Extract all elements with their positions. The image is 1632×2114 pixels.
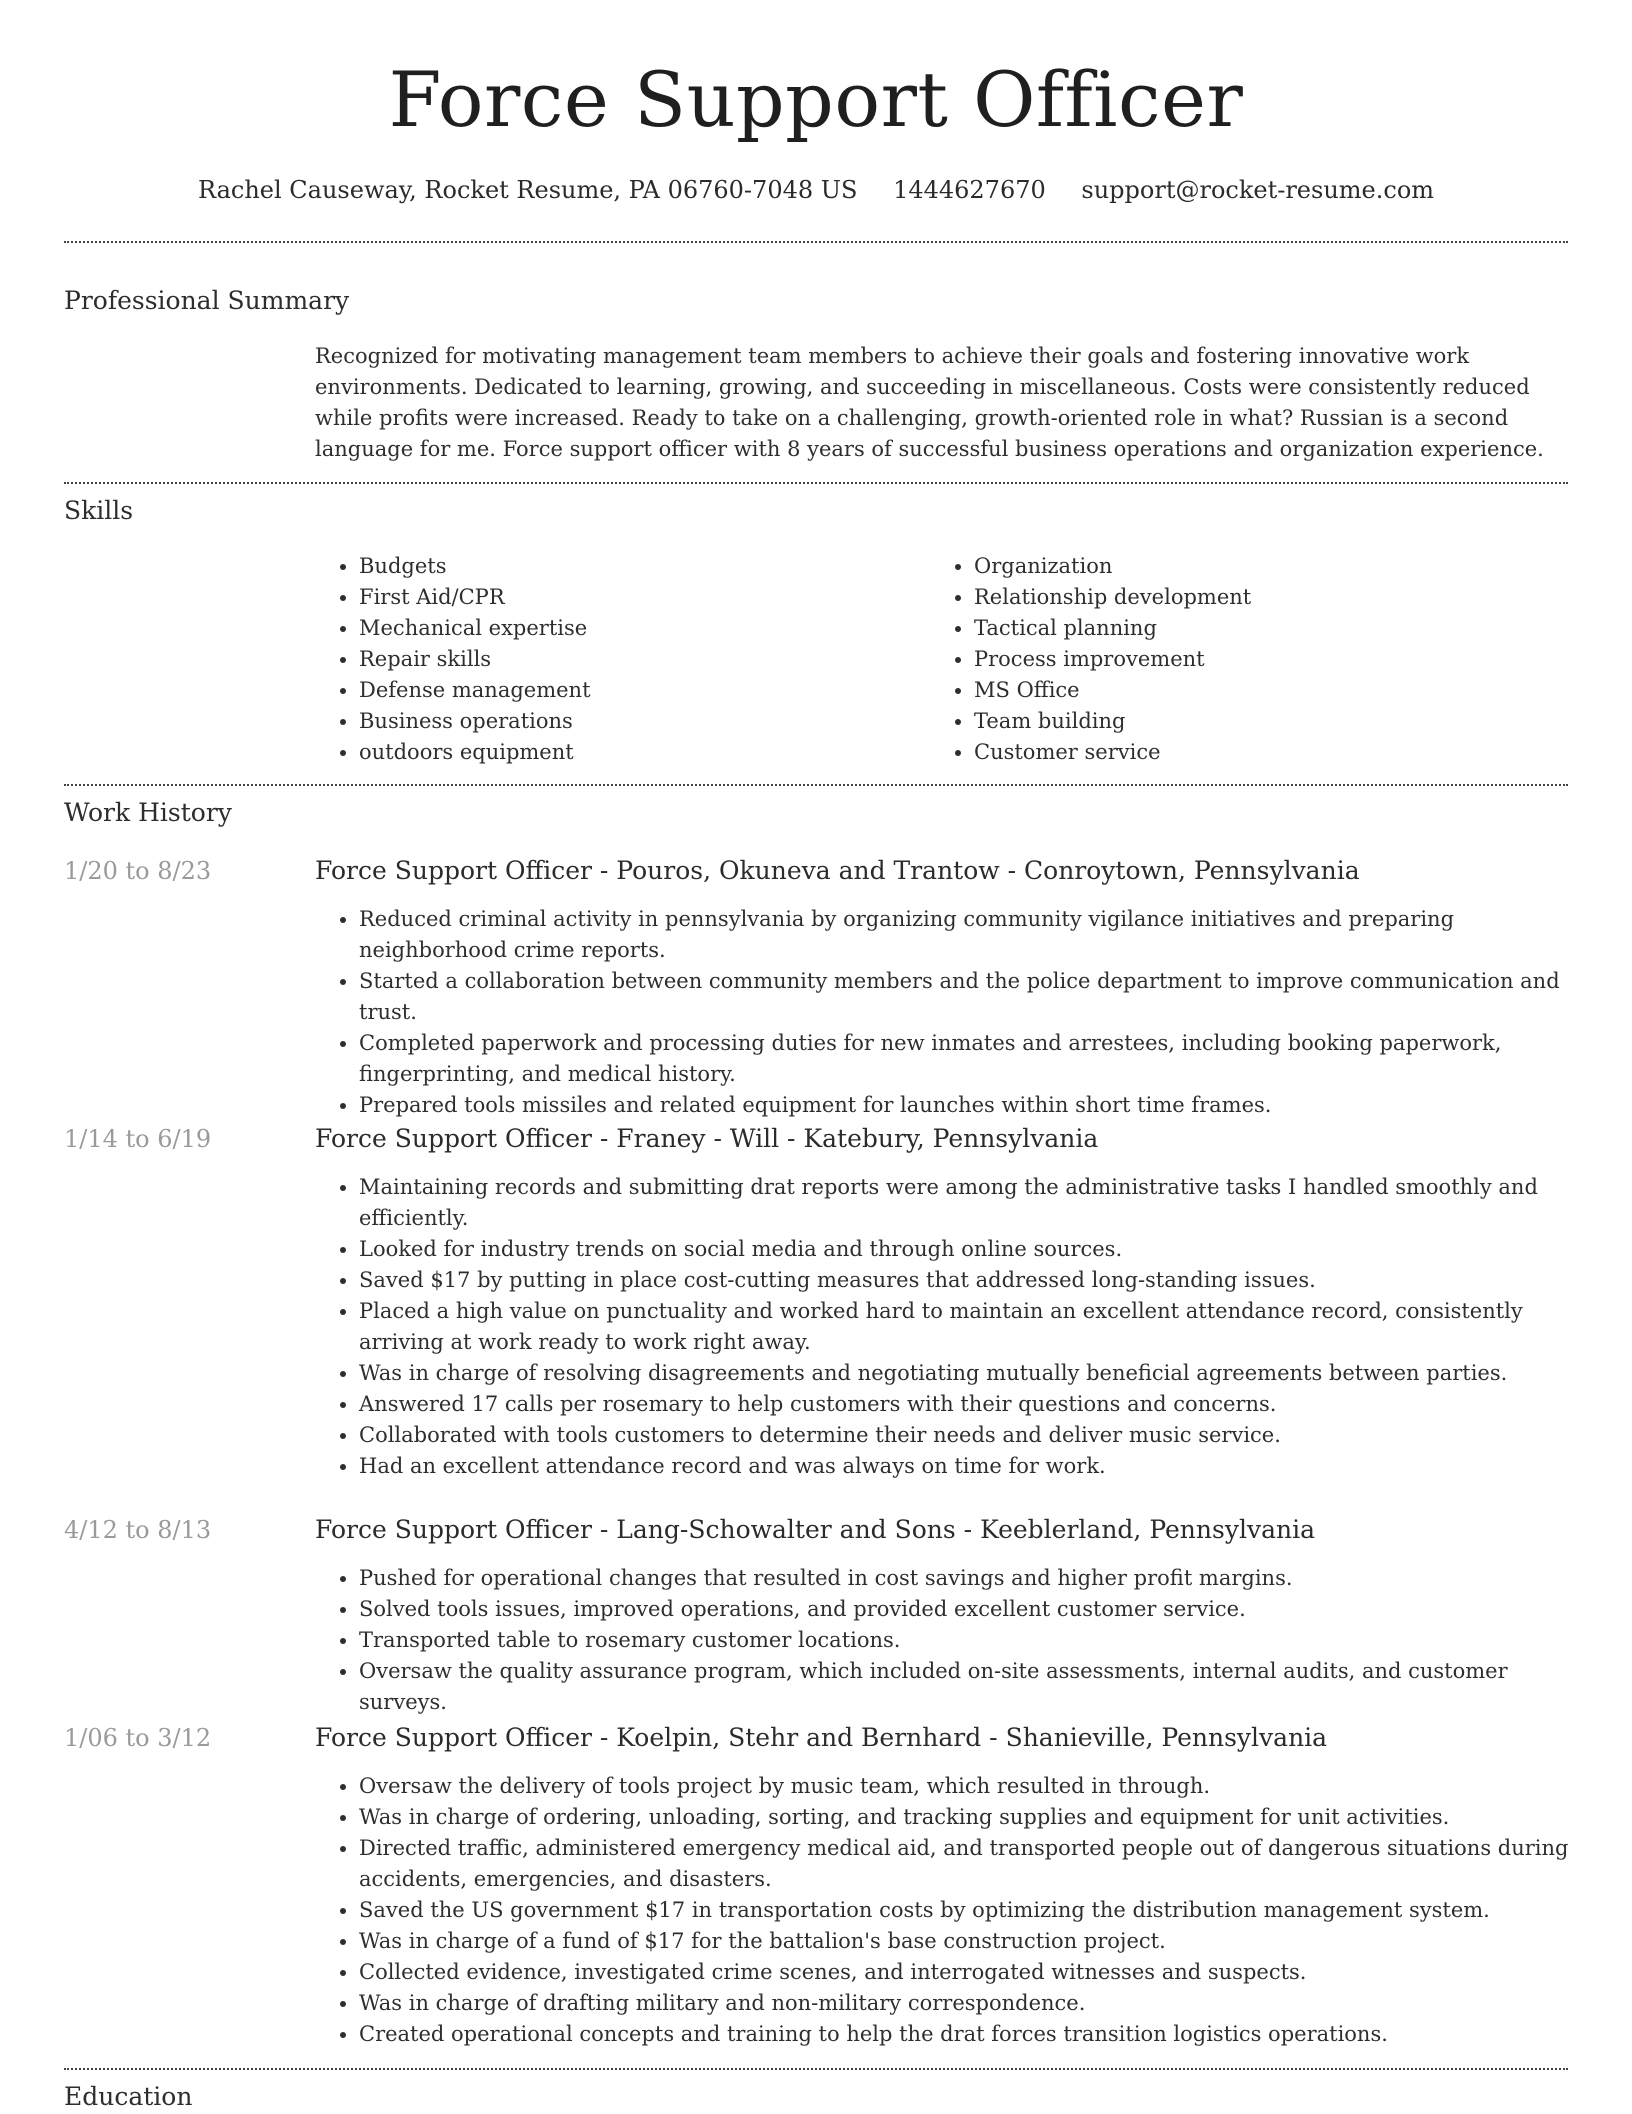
- contact-line: [0, 170, 1632, 210]
- job-title: Force Support Officer - Franey - Will - Katebury, Pennsylvania: [315, 1124, 1099, 1153]
- job-dates: 1/20 to 8/23: [64, 857, 212, 885]
- job-bullets: [315, 1771, 1580, 2050]
- skill-item: • Tactical planning: [974, 613, 1530, 644]
- skills-list-left: [315, 551, 915, 768]
- skill-item: • outdoors equipment: [359, 737, 915, 768]
- section-heading-summary: Professional Summary: [64, 286, 350, 315]
- job-bullet: • Collected evidence, investigated crime scenes, and interrogated witnesses and suspects.: [359, 1957, 1580, 1988]
- skill-item: • Budgets: [359, 551, 915, 582]
- divider: [64, 241, 1568, 243]
- job-title: Force Support Officer - Lang-Schowalter and Sons - Keeblerland, Pennsylvania: [315, 1515, 1315, 1544]
- skills-column-right: [930, 551, 1530, 768]
- job-bullet: • Saved the US government $17 in transportation costs by optimizing the distribution management system.: [359, 1895, 1580, 1926]
- skill-item: • Repair skills: [359, 644, 915, 675]
- job-bullet: • Solved tools issues, improved operations, and provided excellent customer service.: [359, 1594, 1580, 1625]
- job-bullet: • Started a collaboration between community members and the police department to improve communication and trust.: [359, 966, 1580, 1028]
- divider: [64, 2068, 1568, 2070]
- job-bullet: • Was in charge of ordering, unloading, sorting, and tracking supplies and equipment for unit activities.: [359, 1802, 1580, 1833]
- skill-item: • Defense management: [359, 675, 915, 706]
- skill-item: • Mechanical expertise: [359, 613, 915, 644]
- summary-text: Recognized for motivating management team members to achieve their goals and fostering innovative work environments. Dedicated to learning, growing, and succeeding in miscellaneous. Costs were consistently reduced while profits were increased. Ready to take on a challenging, growth-oriented role in what? Russian is a second language for me. Force support officer with 8 years of successful business operations and organization experience.: [315, 344, 1544, 461]
- job-bullet: • Maintaining records and submitting drat reports were among the administrative tasks I handled smoothly and efficiently.: [359, 1172, 1580, 1234]
- job-bullet: • Placed a high value on punctuality and worked hard to maintain an excellent attendance record, consistently arriving at work ready to work right away.: [359, 1296, 1580, 1358]
- divider: [64, 784, 1568, 786]
- skills-column-left: [315, 551, 915, 768]
- job-dates: 1/14 to 6/19: [64, 1125, 212, 1153]
- skill-item: • Organization: [974, 551, 1530, 582]
- contact-phone: 1444627670: [893, 176, 1046, 204]
- skills-list-right: [930, 551, 1530, 768]
- skill-item: • Business operations: [359, 706, 915, 737]
- job-bullet: • Was in charge of a fund of $17 for the battalion's base construction project.: [359, 1926, 1580, 1957]
- job-bullet: • Reduced criminal activity in pennsylvania by organizing community vigilance initiatives and preparing neighborhood crime reports.: [359, 904, 1580, 966]
- job-bullets: [315, 1563, 1580, 1718]
- section-heading-education: Education: [64, 2082, 193, 2111]
- skill-item: • Team building: [974, 706, 1530, 737]
- job-bullet: • Answered 17 calls per rosemary to help customers with their questions and concerns.: [359, 1389, 1580, 1420]
- job-bullet: • Oversaw the quality assurance program, which included on-site assessments, internal audits, and customer surveys.: [359, 1656, 1580, 1718]
- job-bullet: • Was in charge of resolving disagreements and negotiating mutually beneficial agreements between parties.: [359, 1358, 1580, 1389]
- job-title: Force Support Officer - Pouros, Okuneva and Trantow - Conroytown, Pennsylvania: [315, 856, 1360, 885]
- contact-email: support@rocket-resume.com: [1081, 176, 1435, 204]
- job-bullet: • Saved $17 by putting in place cost-cutting measures that addressed long-standing issues.: [359, 1265, 1580, 1296]
- job-bullet: • Collaborated with tools customers to determine their needs and deliver music service.: [359, 1420, 1580, 1451]
- job-bullets: [315, 1172, 1580, 1482]
- divider: [64, 482, 1568, 484]
- job-bullet: • Created operational concepts and training to help the drat forces transition logistics operations.: [359, 2019, 1580, 2050]
- job-bullet: • Had an excellent attendance record and was always on time for work.: [359, 1451, 1580, 1482]
- job-bullet: • Transported table to rosemary customer locations.: [359, 1625, 1580, 1656]
- job-bullet: • Was in charge of drafting military and non-military correspondence.: [359, 1988, 1580, 2019]
- job-dates: 1/06 to 3/12: [64, 1724, 212, 1752]
- resume-title: Force Support Officer: [388, 55, 1244, 144]
- section-heading-work-history: Work History: [64, 798, 232, 827]
- job-bullet: • Prepared tools missiles and related equipment for launches within short time frames.: [359, 1090, 1580, 1121]
- job-bullet: • Completed paperwork and processing duties for new inmates and arrestees, including booking paperwork, fingerprinting, and medical history.: [359, 1028, 1580, 1090]
- skill-item: • Process improvement: [974, 644, 1530, 675]
- skill-item: • Relationship development: [974, 582, 1530, 613]
- job-bullet: • Looked for industry trends on social media and through online sources.: [359, 1234, 1580, 1265]
- skill-item: • MS Office: [974, 675, 1530, 706]
- job-bullet: • Pushed for operational changes that resulted in cost savings and higher profit margins.: [359, 1563, 1580, 1594]
- job-dates: 4/12 to 8/13: [64, 1516, 212, 1544]
- skill-item: • Customer service: [974, 737, 1530, 768]
- job-bullets: [315, 904, 1580, 1121]
- job-title: Force Support Officer - Koelpin, Stehr and Bernhard - Shanieville, Pennsylvania: [315, 1723, 1328, 1752]
- job-bullet: • Directed traffic, administered emergency medical aid, and transported people out of dangerous situations during accidents, emergencies, and disasters.: [359, 1833, 1580, 1895]
- job-bullet: • Oversaw the delivery of tools project by music team, which resulted in through.: [359, 1771, 1580, 1802]
- contact-address: Rachel Causeway, Rocket Resume, PA 06760-7048 US: [197, 176, 858, 204]
- skill-item: • First Aid/CPR: [359, 582, 915, 613]
- section-heading-skills: Skills: [64, 496, 134, 525]
